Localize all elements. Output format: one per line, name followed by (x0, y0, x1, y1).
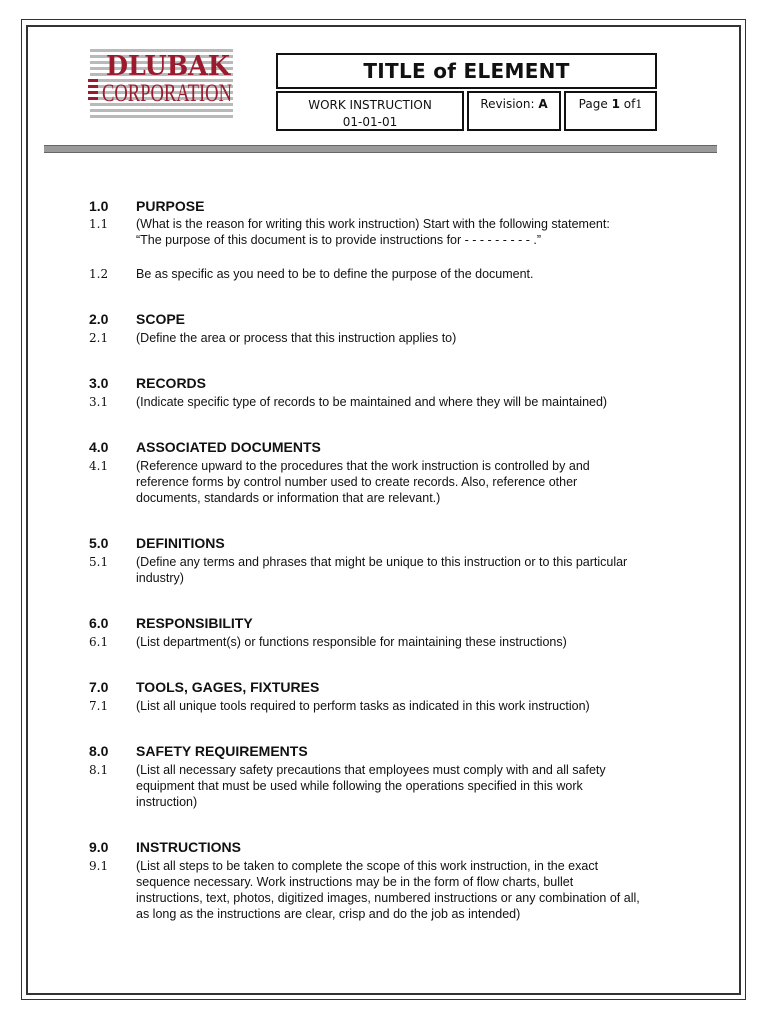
section-heading: 3.0 RECORDS (89, 375, 207, 391)
doc-type: WORK INSTRUCTION (308, 98, 432, 112)
revision-cell (467, 91, 561, 131)
page-of: of (623, 97, 636, 111)
section-heading: 1.0 PURPOSE (89, 198, 205, 214)
logo-text-dlubak: DLUBAK (106, 51, 232, 82)
doc-number: 01-01-01 (342, 115, 398, 129)
revision-value: A (538, 97, 548, 111)
page-current: 1 (611, 97, 620, 111)
header-separator (44, 145, 717, 153)
page-label: Page (578, 97, 608, 111)
page-cell (564, 91, 657, 131)
revision-label: Revision: (480, 97, 535, 111)
section-heading: 5.0 DEFINITIONS (89, 535, 225, 551)
section-heading: 8.0 SAFETY REQUIREMENTS (89, 743, 308, 759)
logo-text-corporation: CORPORATION (102, 80, 232, 107)
company-logo (88, 47, 233, 119)
page-total: 1 (635, 98, 643, 111)
section-heading: 4.0 ASSOCIATED DOCUMENTS (89, 439, 321, 455)
section-heading: 9.0 INSTRUCTIONS (89, 839, 241, 855)
section-heading: 2.0 SCOPE (89, 311, 186, 327)
section-heading: 6.0 RESPONSIBILITY (89, 615, 253, 631)
section-heading: 7.0 TOOLS, GAGES, FIXTURES (89, 679, 320, 695)
doc-type-cell (276, 91, 464, 131)
document-title: TITLE of ELEMENT (276, 53, 657, 89)
